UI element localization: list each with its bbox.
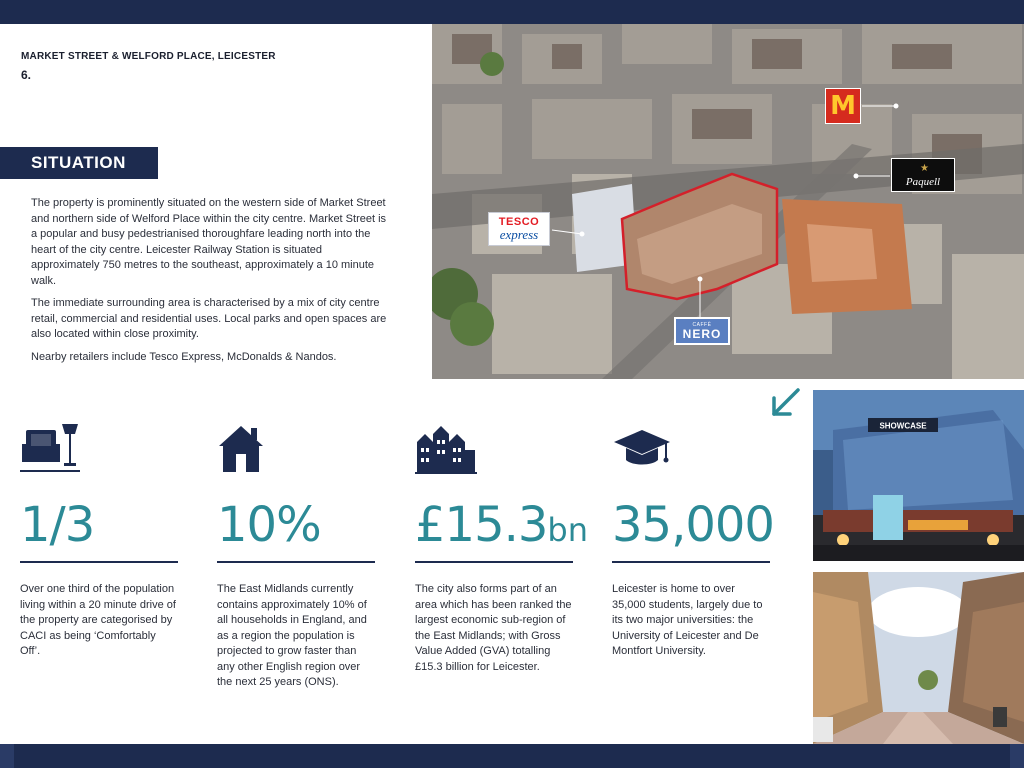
showcase-illustration	[813, 390, 1024, 561]
sofa-lamp-icon	[20, 420, 82, 476]
stat-divider	[612, 561, 770, 563]
showcase-cinema-photo	[813, 390, 1024, 561]
mcdonalds-logo: M	[825, 88, 861, 124]
stat-number: 1/3	[20, 497, 95, 553]
stat-value	[217, 495, 377, 555]
stat-number: £15.3	[415, 497, 548, 553]
showcase-sign: SHOWCASE	[879, 421, 927, 431]
graduation-cap-icon	[612, 420, 674, 476]
street-illustration	[813, 572, 1024, 744]
top-band	[0, 0, 1024, 24]
header-address: MARKET STREET & WELFORD PLACE, LEICESTER	[21, 51, 276, 62]
stat-description: Over one third of the population living within a 20 minute drive of the property are categorised by CACI as being ‘Comfortably Off’.	[20, 583, 176, 657]
section-title: SITUATION	[0, 147, 158, 179]
page-number: 6.	[21, 68, 32, 82]
bottom-band	[0, 744, 1024, 768]
stat-description: Leicester is home to over 35,000 students, largely due to its two major universities: the University of Leicester and De Montfort University.	[612, 583, 763, 657]
caffe-label: CAFFÈ	[692, 322, 712, 328]
nero-label: NERO	[682, 327, 722, 341]
stat-value	[20, 495, 180, 555]
prev-page-tab[interactable]	[0, 744, 14, 768]
paquell-label: Paquell	[905, 176, 941, 188]
paragraph-retailers: Nearby retailers include Tesco Express, McDonalds & Nandos.	[31, 350, 337, 363]
paquell-logo	[891, 158, 955, 192]
paragraph-location: The property is prominently situated on the western side of Market Street and northern side of Welford Place within the city centre. Market Street is a popular and busy pedestrianised thoroughfare leading north into the heart of the city centre. Leicester Railway Station is situated approximately 750 metres to the southeast, approximately a 10 minute walk.	[31, 197, 387, 287]
stat-description: The East Midlands currently contains approximately 10% of all households in England, and as a region the population is projected to grow faster than any other English region over the next 25 years (ONS).	[217, 583, 367, 688]
paragraph-surroundings: The immediate surrounding area is characterised by a mix of city centre retail, commercial and residential uses. Local parks and open spaces are also located within close proximity.	[31, 297, 387, 340]
stat-divider	[217, 561, 375, 563]
house-icon	[217, 420, 279, 476]
arrow-down-left-icon	[768, 386, 802, 420]
city-buildings-icon	[415, 420, 477, 476]
stat-households	[217, 420, 377, 691]
stat-students	[612, 420, 772, 660]
stat-comfortably-off	[20, 420, 180, 660]
next-page-tab[interactable]	[1010, 744, 1024, 768]
stat-divider	[20, 561, 178, 563]
stat-divider	[415, 561, 573, 563]
caffe-nero-logo	[674, 317, 730, 345]
street-photo	[813, 572, 1024, 744]
express-label: express	[499, 227, 539, 242]
stat-number: 35,000	[612, 497, 774, 553]
stat-value	[415, 495, 589, 555]
stat-description: The city also forms part of an area which has been ranked the largest economic sub-region of the East Midlands; with Gross Value Added (GVA) totalling £15.3 billion for Leicester.	[415, 583, 572, 673]
situation-body	[31, 196, 391, 372]
stat-value	[612, 495, 772, 555]
stat-gva	[415, 420, 589, 675]
paquell-star-icon: ★	[920, 163, 929, 174]
stat-unit: bn	[547, 511, 589, 549]
tesco-express-logo	[488, 212, 550, 246]
tesco-label: TESCO	[498, 216, 540, 228]
stat-number: 10%	[217, 497, 321, 553]
